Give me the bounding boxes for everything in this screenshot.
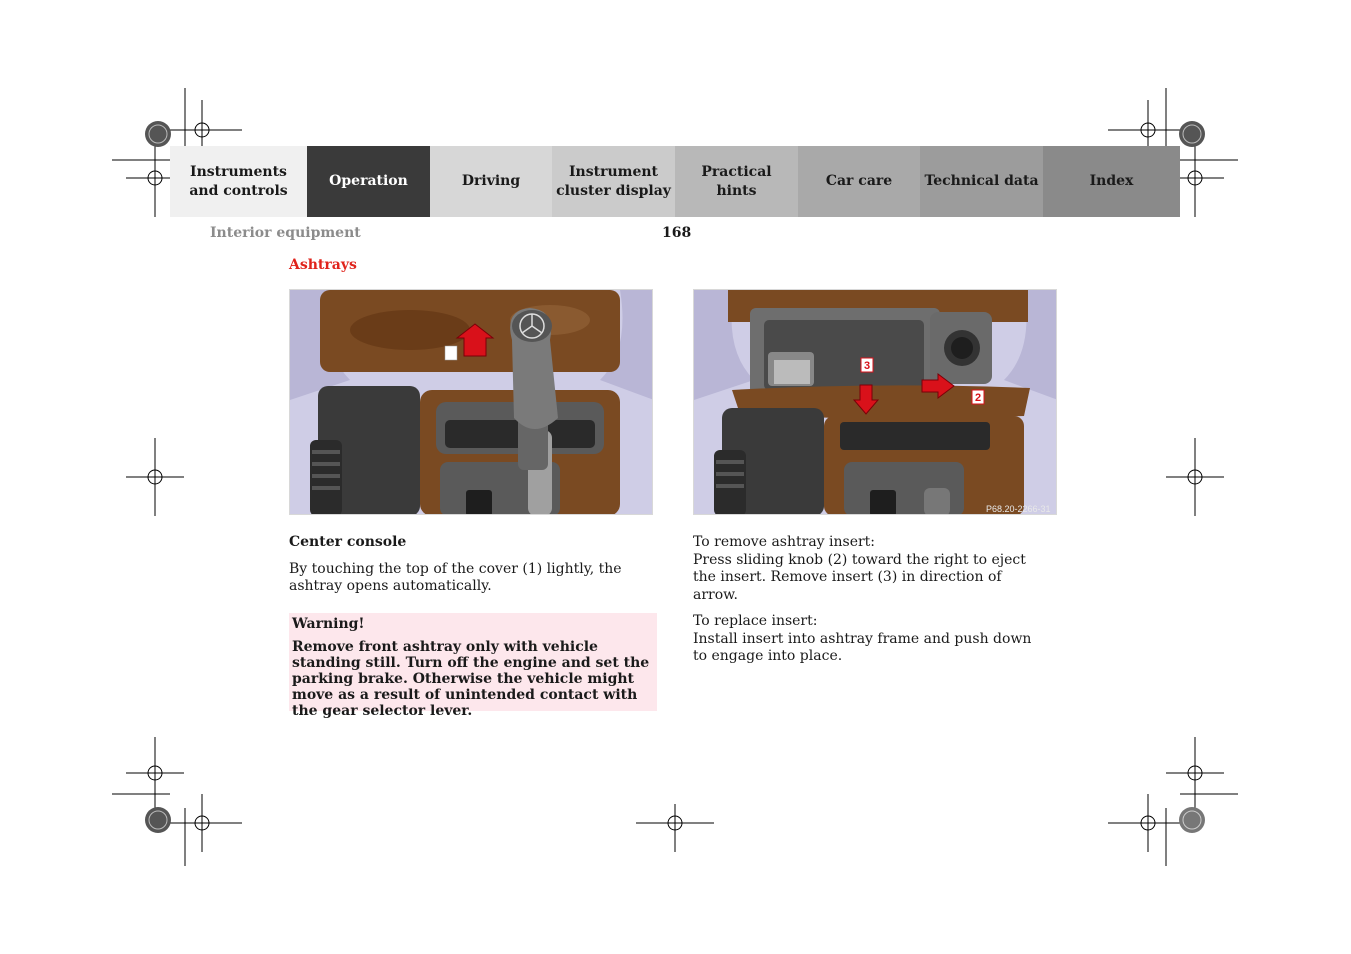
tab-technical-data[interactable]	[920, 146, 1043, 217]
page-heading: Ashtrays	[289, 257, 357, 273]
center-console-body: By touching the top of the cover (1) lightly, the ashtray opens automatically.	[289, 560, 622, 594]
tab-label: Driving	[461, 173, 521, 189]
page-number: 168	[662, 225, 692, 241]
center-console-figure	[289, 289, 653, 515]
tab-operation[interactable]	[307, 146, 430, 217]
remove-intro: To remove ashtray insert:	[693, 534, 876, 550]
left-column	[289, 534, 657, 596]
right-column	[693, 534, 1033, 666]
tab-instrument-cluster-display[interactable]	[552, 146, 675, 217]
section-name: Interior equipment	[210, 225, 361, 241]
tab-label: Practical hints	[701, 163, 772, 199]
subheading-center-console: Center console	[289, 534, 407, 550]
ashtray-insert-figure	[693, 289, 1057, 515]
tab-practical-hints[interactable]	[675, 146, 798, 217]
figure-code: P68.20-2266-31	[986, 504, 1051, 514]
remove-body: Press sliding knob (2) toward the right to eject the insert. Remove insert (3) in direction of arrow.	[693, 551, 1026, 603]
tab-instruments-and-controls[interactable]	[170, 146, 307, 217]
warning-title: Warning!	[292, 616, 365, 632]
tab-label: Instruments and controls	[189, 163, 288, 199]
callout-3: 3	[863, 360, 871, 372]
tab-label: Index	[1089, 173, 1134, 189]
replace-body: Install insert into ashtray frame and push down to engage into place.	[693, 630, 1032, 664]
warning-body: Remove front ashtray only with vehicle standing still. Turn off the engine and set the parking brake. Otherwise the vehicle might move as a result of unintended contact with the gear selector lever.	[292, 639, 650, 719]
tab-driving[interactable]	[430, 146, 552, 217]
tab-label: Instrument cluster display	[556, 163, 671, 199]
tab-label: Operation	[329, 173, 408, 189]
chapter-tabs	[170, 146, 1180, 217]
tab-label: Technical data	[924, 173, 1039, 189]
warning-box	[289, 613, 657, 719]
tab-car-care[interactable]	[798, 146, 920, 217]
callout-2: 2	[974, 392, 982, 404]
tab-label: Car care	[825, 173, 893, 189]
tab-index[interactable]	[1043, 146, 1180, 217]
replace-intro: To replace insert:	[693, 613, 818, 629]
